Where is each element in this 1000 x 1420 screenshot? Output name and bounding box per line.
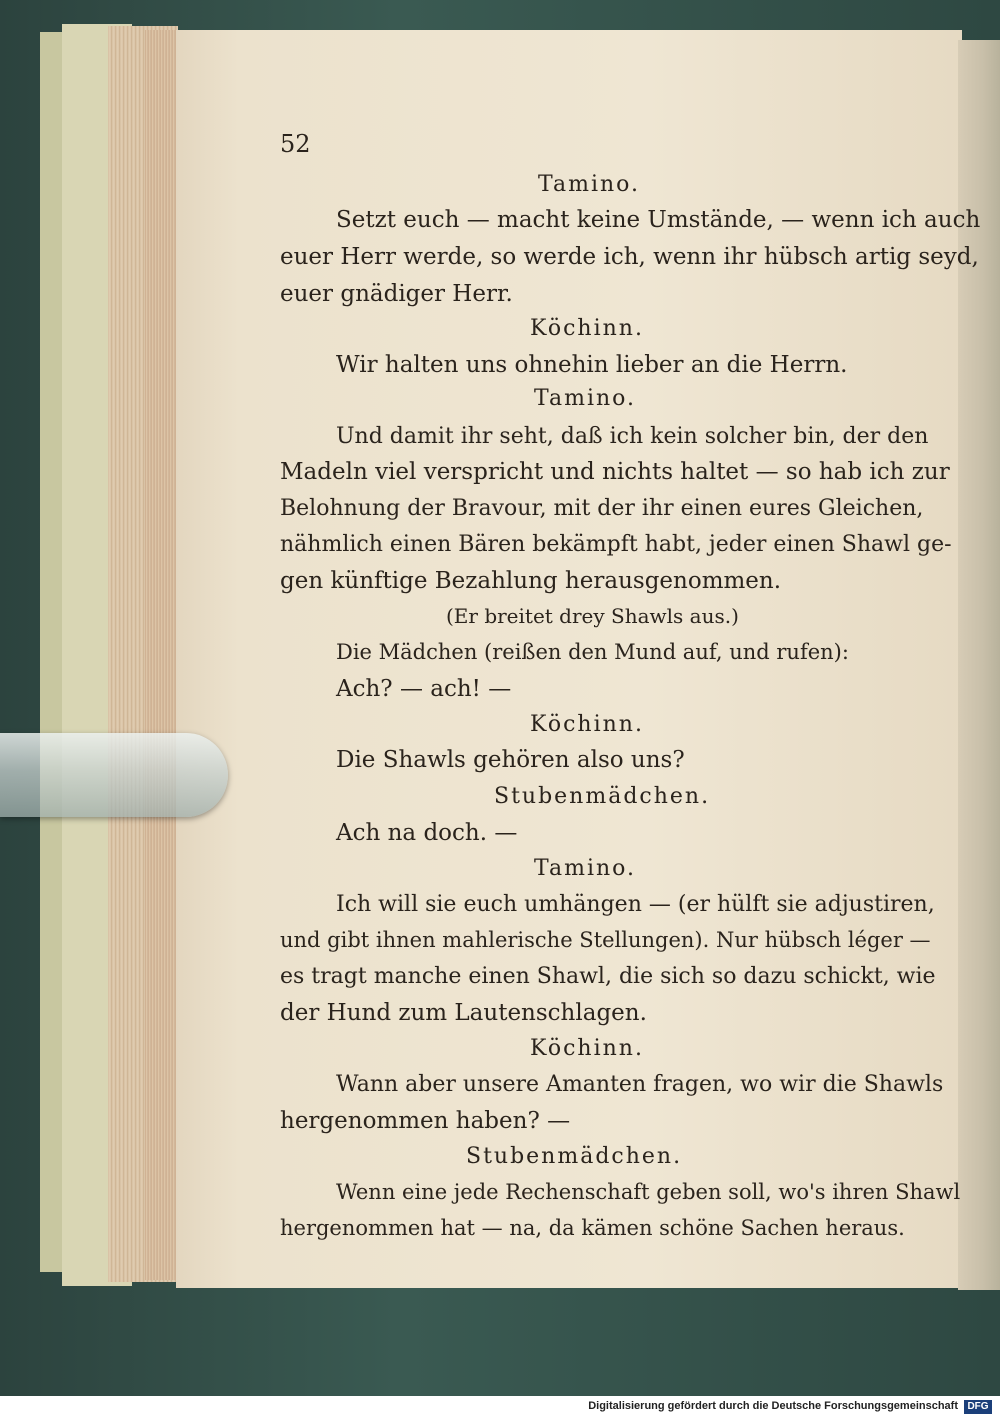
text-line: Und damit ihr seht, daß ich kein solcher bin, der den <box>336 424 929 449</box>
speaker-name: Tamino. <box>538 172 640 197</box>
page-number: 52 <box>280 130 311 158</box>
text-line: euer gnädiger Herr. <box>280 281 513 307</box>
speaker-name: Tamino. <box>534 856 636 881</box>
text-line: und gibt ihnen mahlerische Stellungen). Nur hübsch léger — <box>280 928 931 952</box>
text-line: der Hund zum Lautenschlagen. <box>280 1000 647 1026</box>
text-line: Ach? — ach! — <box>336 676 512 702</box>
text-line: Die Shawls gehören also uns? <box>336 747 685 773</box>
speaker-name: Köchinn. <box>530 712 644 737</box>
text-line: Setzt euch — macht keine Umstände, — wenn ich auch <box>336 207 981 233</box>
footer-credit: Digitalisierung gefördert durch die Deutsche Forschungsgemeinschaft <box>588 1400 958 1412</box>
text-line: Belohnung der Bravour, mit der ihr einen eures Gleichen, <box>280 496 924 521</box>
text-line: Ich will sie euch umhängen — (er hülft sie adjustiren, <box>336 892 935 917</box>
speaker-name: Stubenmädchen. <box>466 1144 683 1169</box>
text-line: Die Mädchen (reißen den Mund auf, und rufen): <box>336 640 849 664</box>
text-line: nähmlich einen Bären bekämpft habt, jeder einen Shawl ge- <box>280 532 952 557</box>
text-line: hergenommen hat — na, da kämen schöne Sachen heraus. <box>280 1216 905 1240</box>
text-line: euer Herr werde, so werde ich, wenn ihr hübsch artig seyd, <box>280 244 979 270</box>
plastic-bookmark <box>0 733 228 817</box>
speaker-name: Köchinn. <box>530 316 644 341</box>
speaker-name: Stubenmädchen. <box>494 784 711 809</box>
speaker-name: Köchinn. <box>530 1036 644 1061</box>
text-line: es tragt manche einen Shawl, die sich so dazu schickt, wie <box>280 964 936 989</box>
text-line: Wenn eine jede Rechenschaft geben soll, wo's ihren Shawl <box>336 1180 961 1204</box>
text-line: Wir halten uns ohnehin lieber an die Herrn. <box>336 352 848 378</box>
text-line: Madeln viel verspricht und nichts haltet — so hab ich zur <box>280 459 950 485</box>
stage-direction: (Er breitet drey Shawls aus.) <box>446 604 739 628</box>
text-line: Wann aber unsere Amanten fragen, wo wir die Shawls <box>336 1072 944 1097</box>
text-line: gen künftige Bezahlung herausgenommen. <box>280 568 782 594</box>
speaker-name: Tamino. <box>534 386 636 411</box>
text-line: Ach na doch. — <box>336 820 518 846</box>
text-line: hergenommen haben? — <box>280 1108 571 1134</box>
dfg-logo: DFG <box>964 1400 992 1414</box>
